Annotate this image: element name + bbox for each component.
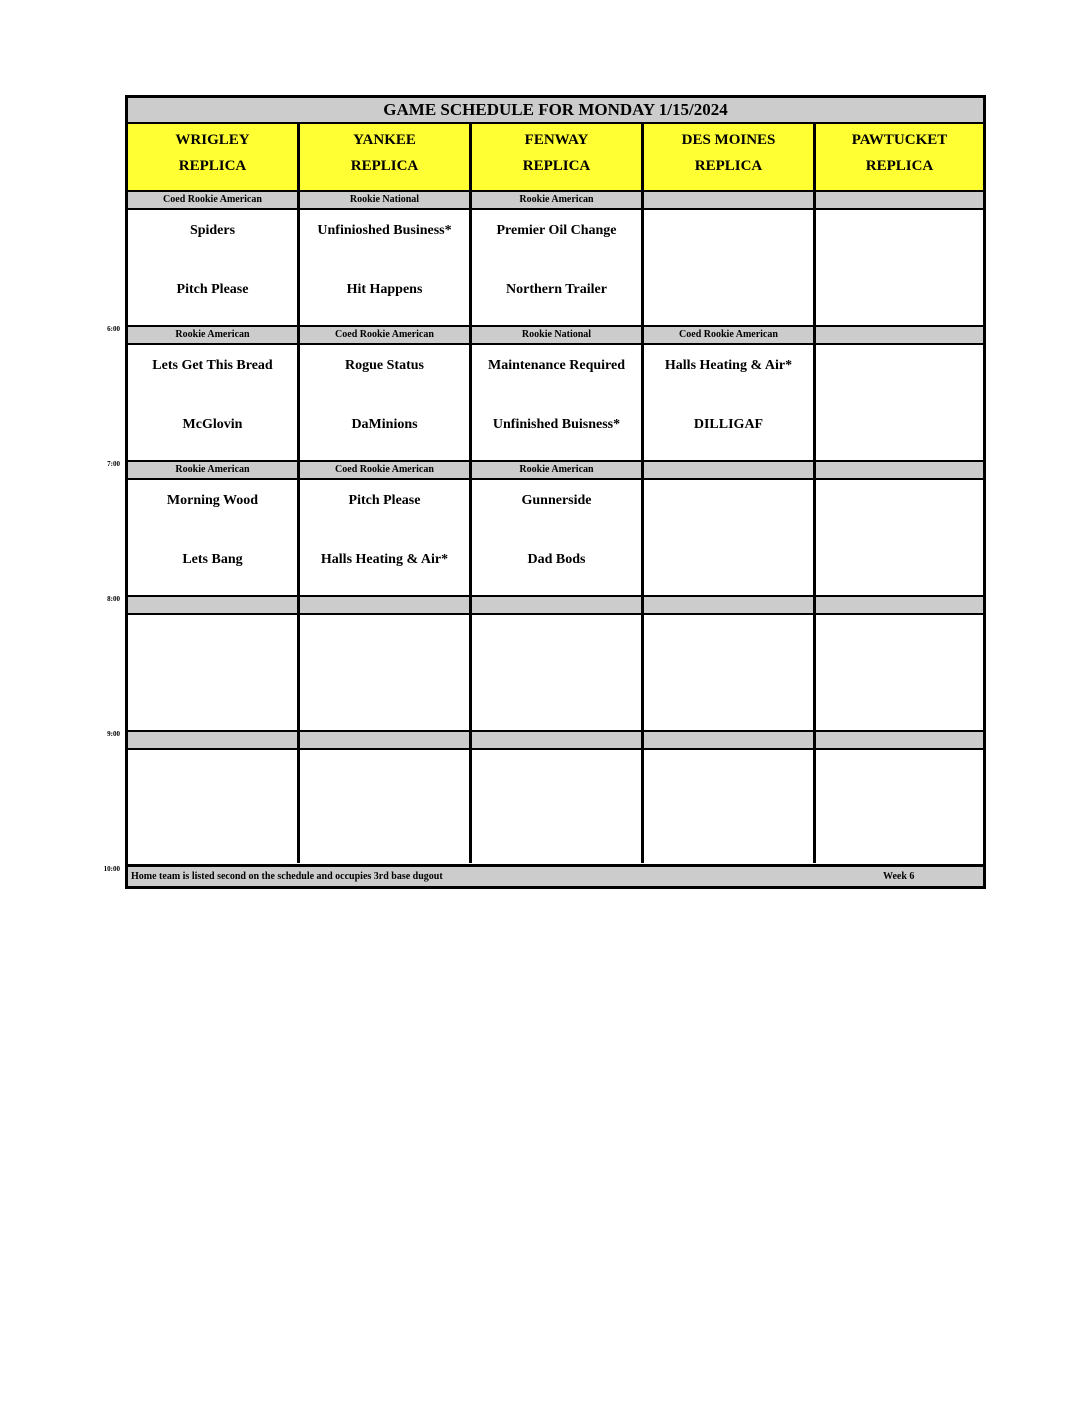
away-team: Rogue Status — [345, 358, 424, 373]
division-label: Coed Rookie American — [300, 327, 469, 343]
field-header-des-moines — [644, 124, 813, 190]
time-label-1000: 10:00 — [103, 865, 120, 873]
home-team: Dad Bods — [527, 552, 586, 567]
division-label: Coed Rookie American — [128, 192, 297, 208]
footer-bar — [128, 864, 983, 886]
schedule-table — [125, 95, 986, 889]
field-subtitle: REPLICA — [865, 158, 934, 174]
division-label: Rookie National — [472, 327, 641, 343]
division-label: Coed Rookie American — [300, 462, 469, 478]
division-bar-divider — [128, 343, 983, 345]
division-label — [816, 732, 983, 748]
field-name: DES MOINES — [681, 132, 776, 148]
schedule-title: GAME SCHEDULE FOR MONDAY 1/15/2024 — [128, 98, 983, 124]
division-bar-divider — [128, 478, 983, 480]
division-label — [644, 192, 813, 208]
division-label — [816, 597, 983, 613]
division-label — [816, 462, 983, 478]
time-label-800: 8:00 — [107, 595, 120, 603]
home-team: Pitch Please — [176, 282, 249, 297]
away-team: Premier Oil Change — [496, 223, 617, 238]
field-name: YANKEE — [353, 132, 416, 148]
column-divider — [813, 124, 816, 863]
division-label — [128, 597, 297, 613]
home-team: Unfinished Buisness* — [492, 417, 621, 432]
division-label: Rookie American — [128, 462, 297, 478]
division-label — [300, 732, 469, 748]
away-team: Gunnerside — [521, 493, 592, 508]
away-team: Halls Heating & Air* — [664, 358, 793, 373]
field-header-wrigley — [128, 124, 297, 190]
time-label-900: 9:00 — [107, 730, 120, 738]
field-header-fenway — [472, 124, 641, 190]
division-label — [644, 732, 813, 748]
field-name: PAWTUCKET — [851, 132, 948, 148]
division-label — [644, 597, 813, 613]
division-label: Rookie American — [128, 327, 297, 343]
division-label: Coed Rookie American — [644, 327, 813, 343]
field-subtitle: REPLICA — [694, 158, 763, 174]
division-label: Rookie National — [300, 192, 469, 208]
away-team: Lets Get This Bread — [152, 358, 273, 373]
home-team: DILLIGAF — [693, 417, 764, 432]
week-label: Week 6 — [883, 871, 915, 882]
field-subtitle: REPLICA — [178, 158, 247, 174]
field-name: FENWAY — [524, 132, 589, 148]
division-bar-divider — [128, 748, 983, 750]
away-team: Morning Wood — [166, 493, 259, 508]
home-team: Halls Heating & Air* — [320, 552, 449, 567]
column-divider — [641, 124, 644, 863]
away-team: Maintenance Required — [487, 358, 625, 373]
field-header-pawtucket — [816, 124, 983, 190]
division-label — [816, 192, 983, 208]
division-label — [300, 597, 469, 613]
field-name: WRIGLEY — [175, 132, 250, 148]
away-team: Unfinioshed Business* — [317, 223, 452, 238]
away-team: Spiders — [189, 223, 236, 238]
time-label-700: 7:00 — [107, 460, 120, 468]
division-bar-divider — [128, 208, 983, 210]
division-label — [472, 597, 641, 613]
column-divider — [469, 124, 472, 863]
time-label-600: 6:00 — [107, 325, 120, 333]
division-label: Rookie American — [472, 462, 641, 478]
column-divider — [297, 124, 300, 863]
division-label: Rookie American — [472, 192, 641, 208]
division-label — [644, 462, 813, 478]
division-bar-divider — [128, 613, 983, 615]
away-team: Pitch Please — [348, 493, 421, 508]
field-header-yankee — [300, 124, 469, 190]
field-subtitle: REPLICA — [522, 158, 591, 174]
field-subtitle: REPLICA — [350, 158, 419, 174]
home-team: Hit Happens — [346, 282, 423, 297]
home-team: Lets Bang — [182, 552, 243, 567]
home-team: DaMinions — [351, 417, 418, 432]
home-team: McGlovin — [182, 417, 243, 432]
division-label — [128, 732, 297, 748]
footer-note: Home team is listed second on the schedule and occupies 3rd base dugout — [131, 871, 443, 882]
home-team: Northern Trailer — [506, 282, 607, 297]
division-label — [472, 732, 641, 748]
division-label — [816, 327, 983, 343]
